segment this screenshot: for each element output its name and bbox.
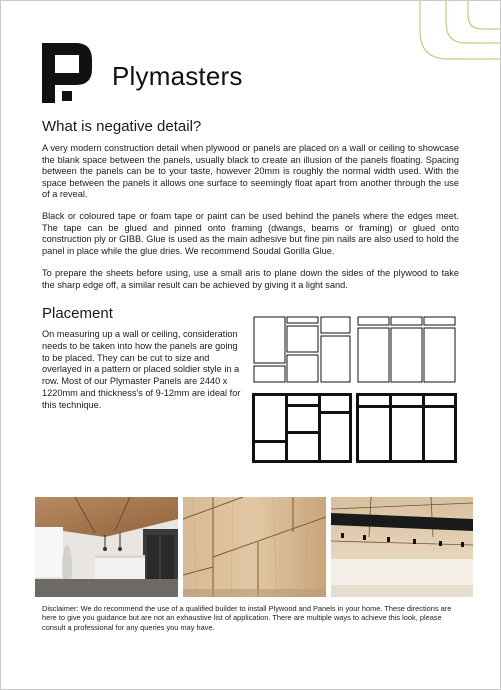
decorative-curves: [350, 1, 500, 81]
paragraph-placement: On measuring up a wall or ceiling, consideration needs to be taken into how the panels are going to be placed. They can be cut to size and overlayed in a pattern or placed soldier style in a row. Most of our Plymaster Panels are 2440 x 1220mm and thickness's of 9-12mm are ideal for this technique.: [42, 329, 241, 410]
photo-kitchen-interior: [35, 497, 178, 597]
panel-layout-diagrams: [249, 311, 464, 466]
diagram-pattern-reveal: [252, 393, 352, 463]
photo-plywood-ceiling: [331, 497, 473, 597]
photo-plywood-wall: [183, 497, 326, 597]
paragraph-tape: Black or coloured tape or foam tape or paint can be used behind the panels where the edges meet. The tape can be glued and pinned onto framing (dwangs, beams or framing) or glued onto construction ply or GIBB. Glue is used as the main adhesive but fine pin nails are also used to hold the panel in place while the glue dries. We recommend Soudal Gorilla Glue.: [42, 211, 459, 256]
diagram-pattern-plain: [254, 317, 350, 382]
section-title-placement: Placement: [42, 305, 113, 322]
brand-name: Plymasters: [112, 61, 243, 91]
plymasters-p-logo-icon: [42, 43, 96, 103]
paragraph-preparation: To prepare the sheets before using, use a small aris to plane down the sides of the plywood to take the sharp edge off, a similar result can be achieved by giving it a light sand.: [42, 268, 459, 290]
diagram-soldier-plain: [358, 317, 455, 382]
disclaimer-text: Disclaimer: We do recommend the use of a qualified builder to install Plywood and Panels in your home. These directions are here to give you guidance but are not an exhaustive list of application. There are multiple ways to achieve this look, please consult a professional for any queries you may have.: [42, 604, 452, 632]
paragraph-intro: A very modern construction detail when plywood or panels are placed on a wall or ceiling to showcase the blank space between the panels, usually black to create an illusion of the panels floating. Spacing between the panels can be to your taste, however 20mm is roughly the normal width used. With the space between the panels it allows one surface to seemingly float apart from another through the use of a reveal.: [42, 143, 459, 200]
diagram-soldier-reveal: [356, 393, 457, 463]
section-title-negative-detail: What is negative detail?: [42, 118, 202, 135]
